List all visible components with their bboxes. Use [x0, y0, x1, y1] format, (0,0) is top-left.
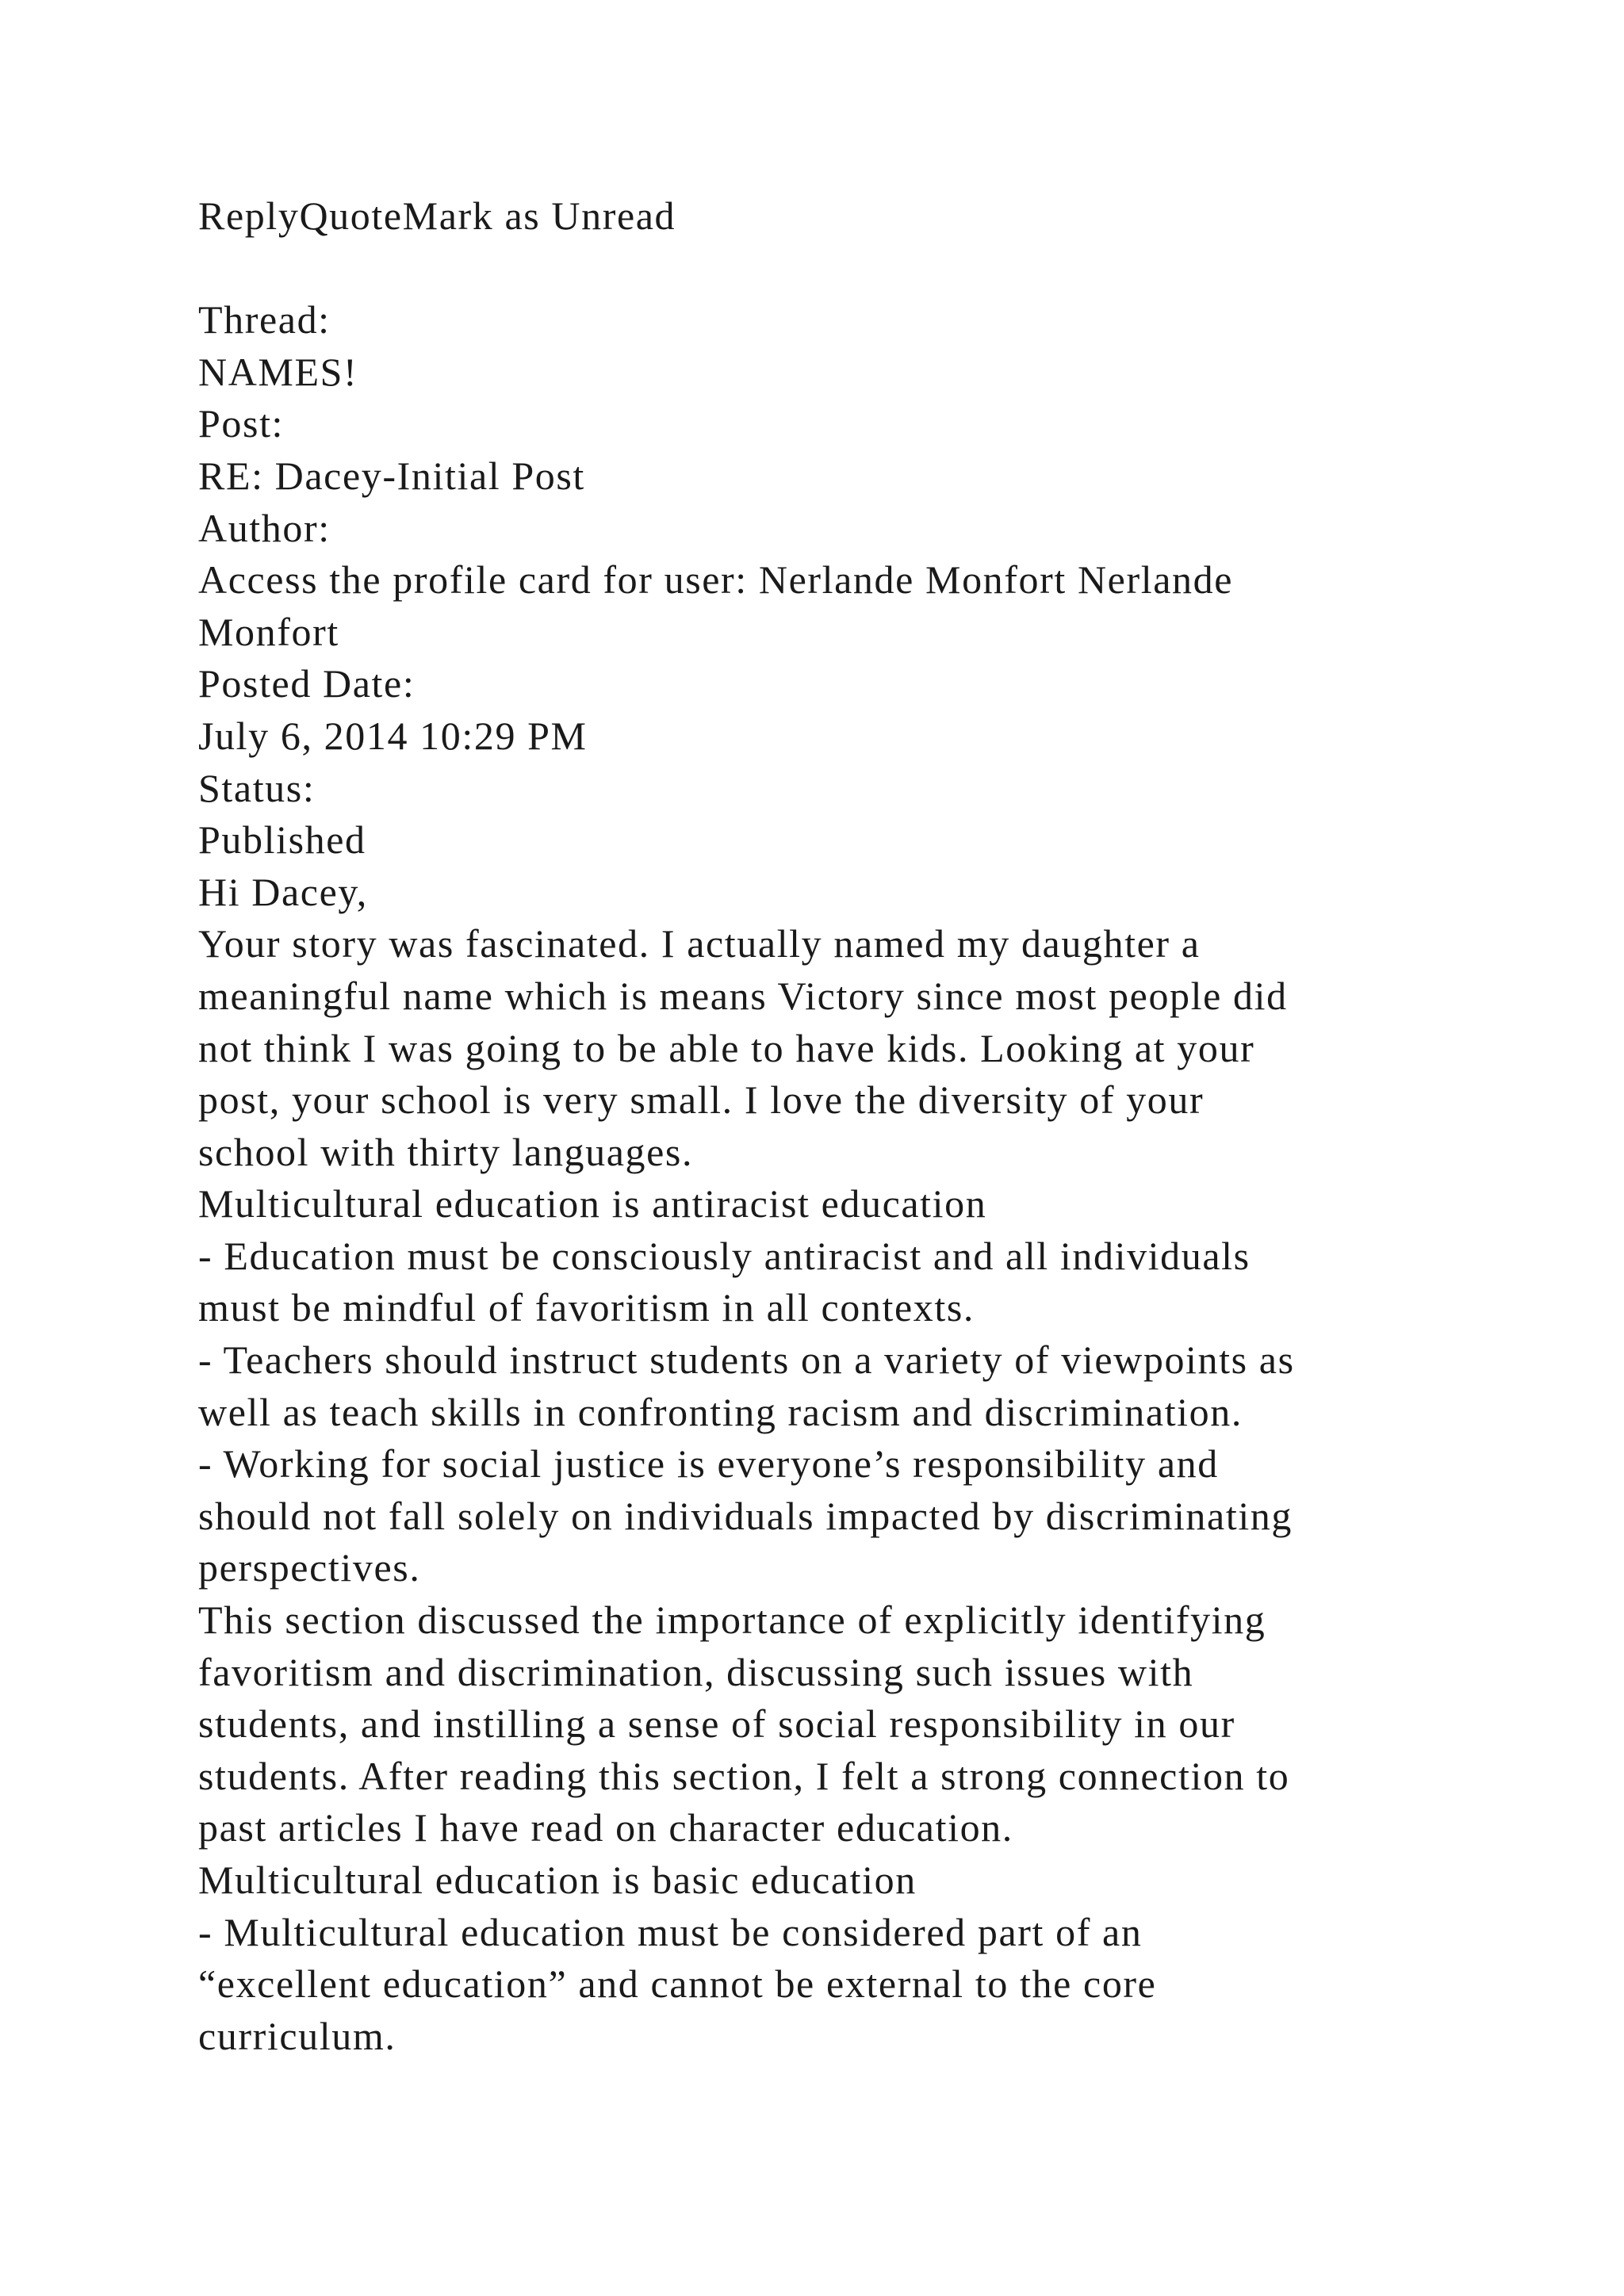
posted-date-label: Posted Date: [198, 661, 416, 706]
body-line: past articles I have read on character education. [198, 1805, 1013, 1850]
bullet-line: curriculum. [198, 2013, 396, 2058]
body-line: Hi Dacey, [198, 869, 368, 914]
author-name-continued[interactable]: Monfort [198, 609, 339, 654]
status-label: Status: [198, 765, 316, 810]
thread-label: Thread: [198, 297, 331, 342]
bullet-line: perspectives. [198, 1545, 421, 1590]
mark-unread-link[interactable]: Mark as Unread [402, 193, 676, 238]
bullet-line: - Multicultural education must be considered part of an [198, 1909, 1143, 1954]
body-line: students, and instilling a sense of social responsibility in our [198, 1701, 1235, 1747]
bullet-line: well as teach skills in confronting racism and discrimination. [198, 1389, 1243, 1434]
status-value: Published [198, 817, 366, 863]
bullet-line: “excellent education” and cannot be external to the core [198, 1961, 1157, 2007]
reply-link[interactable]: Reply [198, 193, 300, 238]
thread-value[interactable]: NAMES! [198, 349, 358, 394]
bullet-line: must be mindful of favoritism in all contexts. [198, 1285, 975, 1330]
post-actions [198, 190, 1451, 243]
bullet-line: - Working for social justice is everyone’s responsibility and [198, 1441, 1219, 1487]
bullet-line: should not fall solely on individuals impacted by discriminating [198, 1493, 1293, 1538]
author-label: Author: [198, 505, 331, 550]
author-profile-link[interactable]: Access the profile card for user: Nerlande Monfort Nerlande [198, 557, 1233, 603]
body-line: school with thirty languages. [198, 1129, 694, 1174]
post-label: Post: [198, 401, 285, 446]
body-line: not think I was going to be able to have kids. Looking at your [198, 1025, 1255, 1070]
post-value: RE: Dacey-Initial Post [198, 453, 585, 498]
body-line: students. After reading this section, I felt a strong connection to [198, 1753, 1290, 1798]
body-line: post, your school is very small. I love the diversity of your [198, 1077, 1205, 1123]
body-line: meaningful name which is means Victory since most people did [198, 973, 1288, 1018]
quote-link[interactable]: Quote [299, 193, 403, 238]
section-heading: Multicultural education is antiracist education [198, 1181, 987, 1226]
body-line: This section discussed the importance of explicitly identifying [198, 1598, 1266, 1643]
body-line: Your story was fascinated. I actually named my daughter a [198, 921, 1201, 966]
posted-date-value: July 6, 2014 10:29 PM [198, 713, 588, 758]
bullet-line: - Education must be consciously antiracist and all individuals [198, 1233, 1251, 1278]
bullet-line: - Teachers should instruct students on a variety of viewpoints as [198, 1337, 1295, 1383]
document-page [198, 190, 1451, 2062]
post-body [198, 867, 1451, 2063]
section-heading: Multicultural education is basic education [198, 1858, 917, 1902]
body-line: favoritism and discrimination, discussing such issues with [198, 1649, 1194, 1694]
